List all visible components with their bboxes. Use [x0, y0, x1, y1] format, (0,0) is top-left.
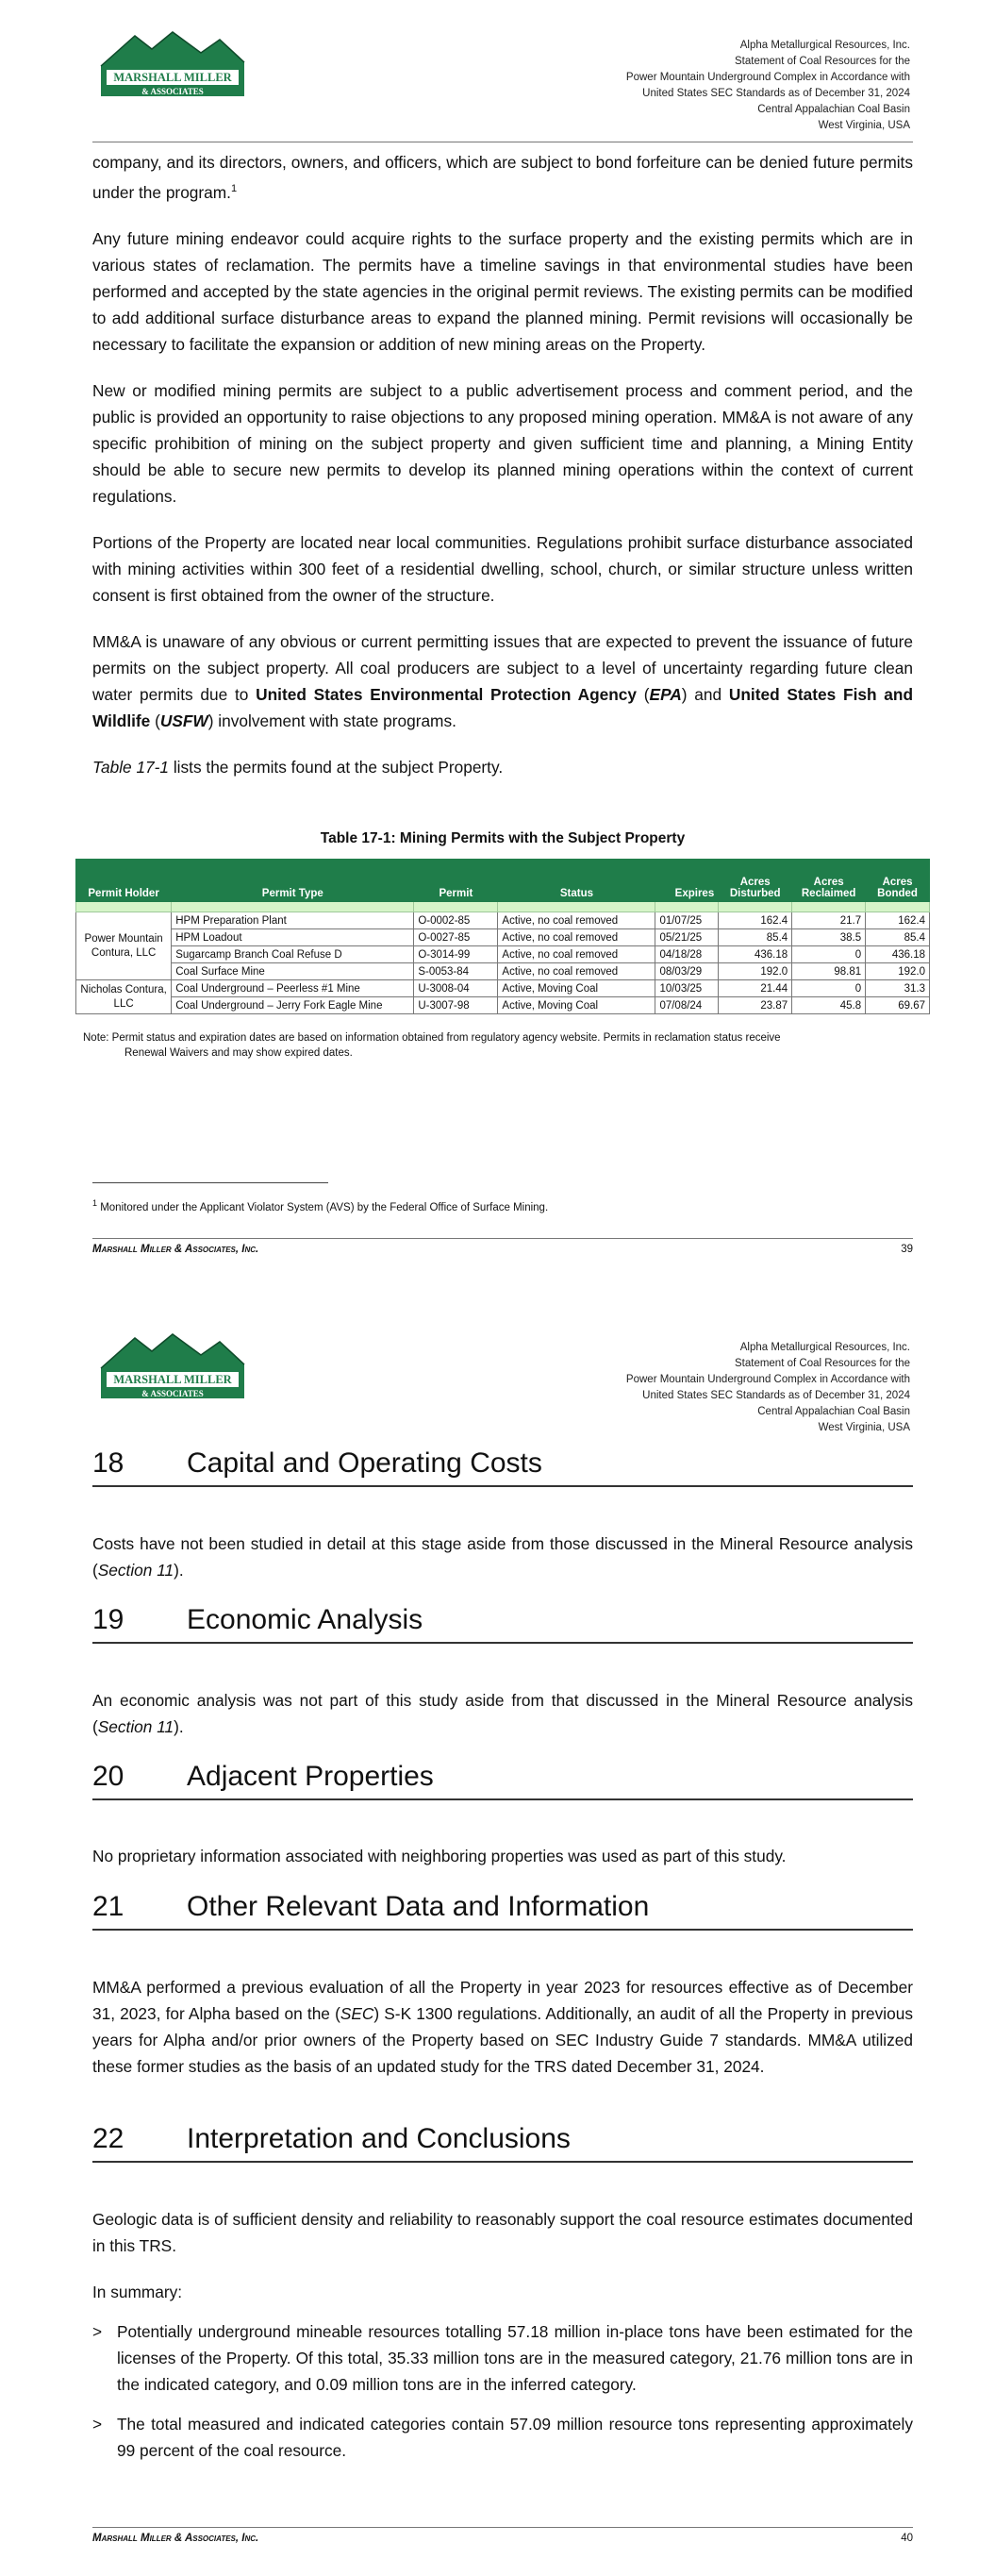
section-22-text: Geologic data is of sufficient density and reliability to reasonably support the coal resource estimates documented in this TRS. In summary: > Potentially underground mineable resources totalling 57.18 million in-place tons have been estimated for the licenses of the Property. Of this total, 35.33 million tons are in the measured category, 21.76 million tons are in the indicated category, and 0.09 million tons are in the inferred category. > The total measured and indicated categories contain 57.09 million resource tons representing approximately 99 percent of the coal resource. [92, 2206, 913, 2477]
permit-id: U-3007-98 [414, 997, 498, 1014]
header-line: Alpha Metallurgical Resources, Inc. [739, 40, 910, 51]
permit-id: O-0002-85 [414, 912, 498, 929]
table-row [76, 997, 930, 1014]
logo-line1: MARSHALL MILLER [113, 71, 232, 84]
header-line: Power Mountain Underground Complex in Accordance with [625, 1374, 910, 1385]
acres-bonded: 162.4 [866, 912, 930, 929]
header-line: United States SEC Standards as of December 31, 2024 [642, 1390, 910, 1401]
company-logo [97, 1330, 248, 1402]
acres-reclaimed: 0 [792, 980, 866, 997]
column-header: Acres Reclaimed [792, 860, 866, 902]
bullet-marker: > [92, 2415, 103, 2434]
permit-type: Coal Underground – Jerry Fork Eagle Mine [172, 997, 414, 1014]
header-line: United States SEC Standards as of December 31, 2024 [642, 88, 910, 99]
acres-disturbed: 192.0 [719, 963, 792, 980]
footnote-ref: 1 [230, 183, 238, 194]
page-footer [92, 1244, 913, 1255]
table-title: Table 17-1: Mining Permits with the Subject Property [320, 830, 686, 846]
section-18-text: Costs have not been studied in detail at this stage aside from those discussed in the Mineral Resource analysis (Section 11). [92, 1534, 913, 1580]
permit-expires: 05/21/25 [655, 929, 719, 946]
acres-disturbed: 85.4 [719, 929, 792, 946]
permit-status: Active, no coal removed [498, 912, 655, 929]
bullet-marker: > [92, 2322, 103, 2341]
permit-id: U-3008-04 [414, 980, 498, 997]
acres-bonded: 31.3 [866, 980, 930, 997]
list-item: > Potentially underground mineable resources totalling 57.18 million in-place tons have been estimated for the licenses of the Property. Of this total, 35.33 million tons are in the measured category, 21.76 million tons are in the indicated category, and 0.09 million tons are in the inferred category. [92, 2318, 913, 2398]
list-item: > The total measured and indicated categories contain 57.09 million resource tons representing approximately 99 percent of the coal resource. [92, 2411, 913, 2464]
column-header: Acres Disturbed [719, 860, 792, 902]
permit-status: Active, Moving Coal [498, 980, 655, 997]
column-header: Permit [414, 860, 498, 902]
paragraph: MM&A is unaware of any obvious or current permitting issues that are expected to prevent the issuance of future permits on the subject property. All coal producers are subject to a level of uncertainty regarding future clean water permits due to United States Environmental Protection Agency (EPA) and United States Fish and Wildlife (USFW) involvement with state programs. [92, 631, 914, 730]
note-line: Note: Permit status and expiration dates are based on information obtained from regulatory agency website. Permits in reclamation status receive [83, 1032, 781, 1044]
column-header: Permit Holder [76, 860, 172, 902]
acres-bonded: 192.0 [866, 963, 930, 980]
paragraph: Any future mining endeavor could acquire rights to the surface property and the existing permits which are in various states of reclamation. The permits have a timeline savings in that environmental studies have been performed and accepted by the state agencies in the original permit reviews. The existing permits can be modified to add additional surface disturbance areas to expand the planned mining. Permit revisions will occasionally be necessary to facilitate the expansion or addition of new mining areas on the Property. [92, 228, 913, 354]
acres-reclaimed: 0 [792, 946, 866, 963]
permit-status: Active, Moving Coal [498, 997, 655, 1014]
header-line: Alpha Metallurgical Resources, Inc. [739, 1342, 910, 1353]
table-row [76, 912, 930, 929]
permit-expires: 10/03/25 [655, 980, 719, 997]
header-line: Central Appalachian Coal Basin [757, 1406, 910, 1417]
permit-expires: 01/07/25 [655, 912, 719, 929]
column-header: Expires [655, 860, 719, 902]
header-line: Statement of Coal Resources for the [734, 56, 910, 67]
section-19-text: An economic analysis was not part of this study aside from that discussed in the Mineral Resource analysis (Section 11). [92, 1691, 913, 1736]
permit-status: Active, no coal removed [498, 929, 655, 946]
paragraph: New or modified mining permits are subject to a public advertisement process and comment period, and the public is provided an opportunity to raise objections to any proposed mining operation. MM&A is not aware of any specific prohibition of mining on the subject property and given sufficient time and planning, a Mining Entity should be able to secure new permits to develop its planned mining operations within the context of current regulations. [92, 380, 913, 506]
acres-bonded: 436.18 [866, 946, 930, 963]
acres-reclaimed: 45.8 [792, 997, 866, 1014]
table-header-row [76, 860, 930, 902]
footer-rule [92, 1238, 913, 1239]
column-header: Acres Bonded [866, 860, 930, 902]
footer-firm: Marshall Miller & Associates, Inc. [92, 1244, 259, 1255]
section-21-text: MM&A performed a previous evaluation of all the Property in year 2023 for resources effective as of December 31, 2023, for Alpha based on the (SEC) S-K 1300 regulations. Additionally, an audit of all the Property in previous years for Alpha and/or prior owners of the Property based on SEC Industry Guide 7 standards. MM&A utilized these former studies as the basis of an updated study for the TRS dated December 31, 2024. [92, 1978, 913, 2076]
header-line: Central Appalachian Coal Basin [757, 104, 910, 115]
acres-disturbed: 436.18 [719, 946, 792, 963]
footnote-rule [92, 1182, 328, 1183]
logo-line2: & ASSOCIATES [141, 1389, 204, 1398]
section-number: 22 [92, 2123, 124, 2154]
header-line: Power Mountain Underground Complex in Accordance with [625, 72, 910, 83]
section-number: 21 [92, 1891, 124, 1922]
page-39-body [92, 149, 913, 800]
logo-line1: MARSHALL MILLER [113, 1373, 232, 1386]
permit-type: HPM Preparation Plant [172, 912, 414, 929]
permit-status: Active, no coal removed [498, 963, 655, 980]
permit-status: Active, no coal removed [498, 946, 655, 963]
page-number: 39 [901, 1244, 913, 1255]
header-line: West Virginia, USA [818, 120, 910, 131]
acres-reclaimed: 21.7 [792, 912, 866, 929]
company-logo [97, 28, 248, 100]
table-row [76, 946, 930, 963]
section-heading-21 [92, 1887, 913, 1931]
permit-holder: Power Mountain Contura, LLC [76, 912, 172, 980]
header-line: West Virginia, USA [818, 1422, 910, 1433]
section-title: Interpretation and Conclusions [187, 2123, 571, 2154]
logo-line2: & ASSOCIATES [141, 87, 204, 96]
permit-id: O-3014-99 [414, 946, 498, 963]
report-header [626, 38, 910, 134]
section-title: Other Relevant Data and Information [187, 1891, 650, 1922]
paragraph: company, and its directors, owners, and officers, which are subject to bond forfeiture can be denied future permits under the program.$^1$ [92, 153, 913, 202]
page-number: 40 [901, 2533, 913, 2544]
acres-disturbed: 162.4 [719, 912, 792, 929]
section-heading-19 [92, 1600, 913, 1644]
permit-expires: 07/08/24 [655, 997, 719, 1014]
acres-bonded: 69.67 [866, 997, 930, 1014]
header-line: Statement of Coal Resources for the [734, 1358, 910, 1369]
section-heading-22 [92, 2119, 913, 2163]
section-title: Economic Analysis [187, 1604, 423, 1635]
permit-type: Sugarcamp Branch Coal Refuse D [172, 946, 414, 963]
acres-reclaimed: 38.5 [792, 929, 866, 946]
permits-table [75, 859, 930, 1014]
permit-holder: Nicholas Contura, LLC [76, 980, 172, 1014]
section-heading-18 [92, 1444, 913, 1487]
section-number: 19 [92, 1604, 124, 1635]
permit-expires: 08/03/29 [655, 963, 719, 980]
acres-bonded: 85.4 [866, 929, 930, 946]
section-number: 20 [92, 1761, 124, 1792]
page-40 [0, 1302, 995, 2576]
column-header: Status [498, 860, 655, 902]
section-20-text: No proprietary information associated with neighboring properties was used as part of this study. [92, 1847, 787, 1865]
permit-id: S-0053-84 [414, 963, 498, 980]
page-39 [0, 0, 995, 1283]
acres-reclaimed: 98.81 [792, 963, 866, 980]
paragraph: Portions of the Property are located near local communities. Regulations prohibit surface disturbance associated with mining activities within 300 feet of a residential dwelling, school, church, or similar structure unless written consent is first obtained from the owner of the structure. [92, 532, 913, 605]
acres-disturbed: 23.87 [719, 997, 792, 1014]
table-spacer-row [76, 902, 930, 912]
section-title: Capital and Operating Costs [187, 1447, 542, 1479]
table-row [76, 929, 930, 946]
table-row [76, 963, 930, 980]
report-header [626, 1340, 910, 1436]
column-header: Permit Type [172, 860, 414, 902]
footer-firm: Marshall Miller & Associates, Inc. [92, 2533, 259, 2544]
section-heading-20 [92, 1757, 913, 1800]
table-note [83, 1030, 922, 1061]
footer-rule [92, 2527, 913, 2528]
permit-expires: 04/18/28 [655, 946, 719, 963]
footnote: $^1$ Monitored under the Applicant Violator System (AVS) by the Federal Office of Surface Mining. [92, 1198, 549, 1213]
page-footer [92, 2533, 913, 2544]
table-row [76, 980, 930, 997]
section-number: 18 [92, 1447, 124, 1479]
permit-id: O-0027-85 [414, 929, 498, 946]
note-line: Renewal Waivers and may show expired dates. [124, 1047, 353, 1059]
paragraph: Table 17-1 lists the permits found at the subject Property. [92, 757, 504, 777]
permit-type: HPM Loadout [172, 929, 414, 946]
acres-disturbed: 21.44 [719, 980, 792, 997]
section-title: Adjacent Properties [187, 1761, 434, 1792]
permit-type: Coal Underground – Peerless #1 Mine [172, 980, 414, 997]
permit-type: Coal Surface Mine [172, 963, 414, 980]
